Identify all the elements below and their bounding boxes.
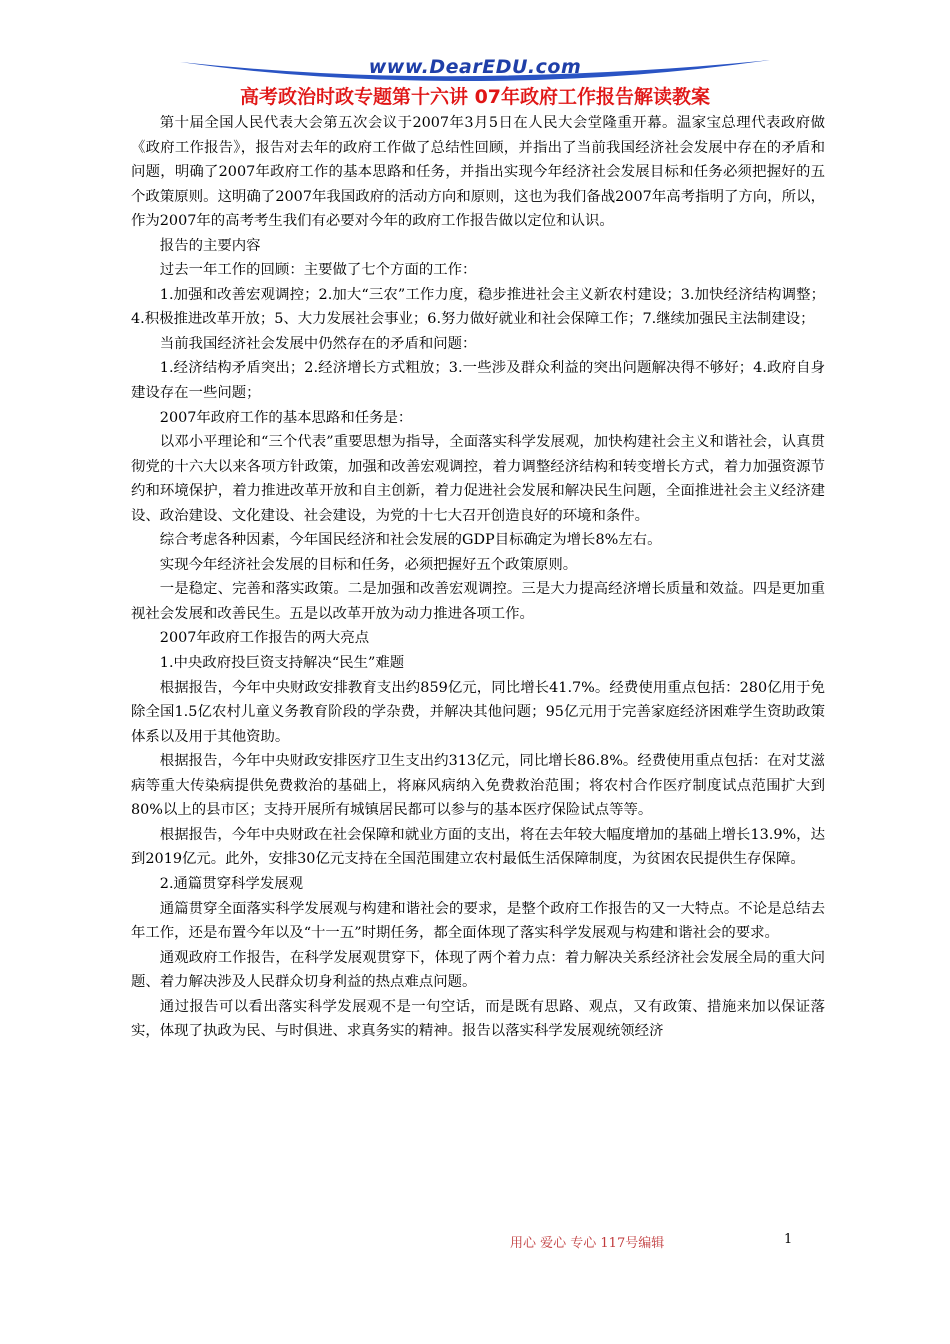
paragraph: 根据报告，今年中央财政在社会保障和就业方面的支出，将在去年较大幅度增加的基础上增长13.9%，达到2019亿元。此外，安排30亿元支持在全国范围建立农村最低生活保障制度，为贫困农民提供生存保障。 — [131, 826, 825, 868]
paragraph: 2.通篇贯穿科学发展观 — [159, 875, 304, 892]
paragraph: 实现今年经济社会发展的目标和任务，必须把握好五个政策原则。 — [159, 556, 578, 573]
paragraph: 2007年政府工作报告的两大亮点 — [159, 630, 370, 647]
paragraph: 通过报告可以看出落实科学发展观不是一句空话，而是既有思路、观点，又有政策、措施来加以保证落实，体现了执政为民、与时俱进、求真务实的精神。报告以落实科学发展观统领经济 — [131, 998, 825, 1040]
paragraph: 过去一年工作的回顾：主要做了七个方面的工作： — [159, 262, 477, 279]
paragraph: 一是稳定、完善和落实政策。二是加强和改善宏观调控。三是大力提高经济增长质量和效益。四是更加重视社会发展和改善民生。五是以改革开放为动力推进各项工作。 — [131, 581, 825, 622]
paragraph: 通篇贯穿全面落实科学发展观与构建和谐社会的要求，是整个政府工作报告的又一大特点。不论是总结去年工作，还是布置今年以及“十一五”时期任务，都全面体现了落实科学发展观与构建和谐社会的要求。 — [131, 900, 825, 942]
paragraph: 第十届全国人民代表大会第五次会议于2007年3月5日在人民大会堂隆重开幕。温家宝总理代表政府做《政府工作报告》，报告对去年的政府工作做了总结性回顾，并指出了当前我国经济社会发展中存在的矛盾和问题，明确了2007年政府工作的基本思路和任务，并指出实现今年经济社会发展目标和任务必须把握好的五个政策原则。这明确了2007年我国政府的活动方向和原则，这也为我们备战2007年高考指明了方向，所以，作为2007年的高考考生我们有必要对今年的政府工作报告做以定位和认识。 — [131, 115, 825, 230]
document-title: 高考政治时政专题第十六讲 07年政府工作报告解读教案 — [239, 86, 711, 108]
paragraph: 根据报告，今年中央财政安排医疗卫生支出约313亿元，同比增长86.8%。经费使用重点包括：在对艾滋病等重大传染病提供免费救治的基础上，将麻风病纳入免费救治范围；将农村合作医疗制度试点范围扩大到80%以上的县市区；支持开展所有城镇居民都可以参与的基本医疗保险试点等等。 — [131, 753, 825, 819]
paragraph: 综合考虑各种因素，今年国民经济和社会发展的GDP目标确定为增长8%左右。 — [159, 532, 662, 549]
paragraph: 通观政府工作报告，在科学发展观贯穿下，体现了两个着力点：着力解决关系经济社会发展全局的重大问题、着力解决涉及人民群众切身利益的热点难点问题。 — [131, 949, 825, 991]
site-url: www.DearEDU.com — [368, 56, 582, 78]
paragraph: 1.中央政府投巨资支持解决“民生”难题 — [159, 655, 405, 672]
paragraph: 当前我国经济社会发展中仍然存在的矛盾和问题： — [159, 335, 477, 352]
document-body — [131, 111, 825, 1044]
paragraph: 报告的主要内容 — [159, 237, 261, 254]
paragraph: 2007年政府工作的基本思路和任务是： — [159, 409, 413, 426]
site-header — [180, 56, 770, 82]
paragraph: 1.经济结构矛盾突出；2.经济增长方式粗放；3.一些涉及群众利益的突出问题解决得不够好；4.政府自身建设存在一些问题； — [131, 360, 825, 402]
footer-note: 用心 爱心 专心 117号编辑 — [510, 1236, 665, 1251]
paragraph: 根据报告，今年中央财政安排教育支出约859亿元，同比增长41.7%。经费使用重点包括：280亿用于免除全国1.5亿农村儿童义务教育阶段的学杂费，并解决其他问题；95亿元用于完善家庭经济困难学生资助政策体系以及用于其他资助。 — [131, 679, 825, 745]
page-number: 1 — [784, 1232, 793, 1247]
paragraph: 以邓小平理论和“三个代表”重要思想为指导，全面落实科学发展观，加快构建社会主义和谐社会，认真贯彻党的十六大以来各项方针政策，加强和改善宏观调控，着力调整经济结构和转变增长方式，着力加强资源节约和环境保护，着力推进改革开放和自主创新，着力促进社会发展和解决民生问题，全面推进社会主义经济建设、政治建设、文化建设、社会建设，为党的十七大召开创造良好的环境和条件。 — [131, 434, 825, 524]
paragraph: 1.加强和改善宏观调控；2.加大“三农”工作力度，稳步推进社会主义新农村建设；3.加快经济结构调整；4.积极推进改革开放；5、大力发展社会事业；6.努力做好就业和社会保障工作；7.继续加强民主法制建设； — [131, 286, 825, 328]
